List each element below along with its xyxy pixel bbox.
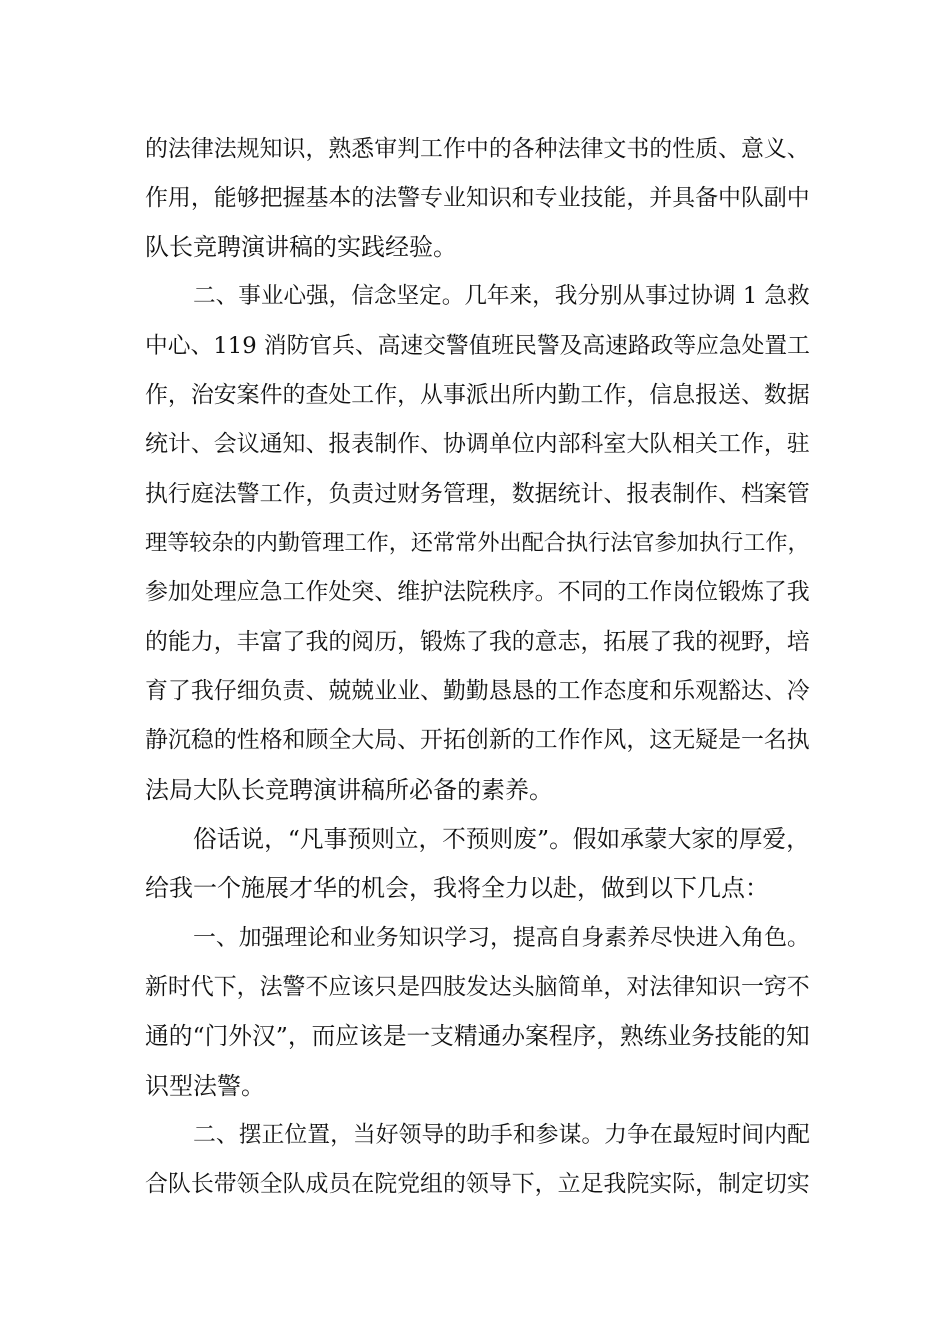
- text-line: 作，治安案件的查处工作，从事派出所内勤工作，信息报送、数据: [145, 382, 810, 408]
- text-line: 新时代下，法警不应该只是四肢发达头脑简单，对法律知识一窍不: [145, 974, 810, 1000]
- text-line: 识型法警。: [145, 1072, 265, 1100]
- text-line: 二、事业心强，信念坚定。几年来，我分别从事过协调 1 急救: [193, 283, 810, 309]
- text-line: 合队长带领全队成员在院党组的领导下，立足我院实际，制定切实: [145, 1171, 810, 1197]
- text-line: 参加处理应急工作处突、维护法院秩序。不同的工作岗位锻炼了我: [145, 579, 810, 605]
- text-line: 给我一个施展才华的机会，我将全力以赴，做到以下几点：: [145, 874, 769, 902]
- text-line: 中心、119 消防官兵、高速交警值班民警及高速路政等应急处置工: [145, 333, 810, 359]
- text-line: 作用，能够把握基本的法警专业知识和专业技能，并具备中队副中: [145, 185, 810, 211]
- text-line: 队长竞聘演讲稿的实践经验。: [145, 233, 457, 261]
- text-line: 俗话说，“凡事预则立，不预则废”。假如承蒙大家的厚爱，: [193, 825, 810, 853]
- text-line: 二、摆正位置，当好领导的助手和参谋。力争在最短时间内配: [193, 1122, 810, 1148]
- text-line: 的能力，丰富了我的阅历，锻炼了我的意志，拓展了我的视野，培: [145, 629, 810, 655]
- text-line: 育了我仔细负责、兢兢业业、勤勤恳恳的工作态度和乐观豁达、冷: [145, 678, 810, 704]
- text-line: 统计、会议通知、报表制作、协调单位内部科室大队相关工作，驻: [145, 431, 810, 457]
- text-line: 的法律法规知识，熟悉审判工作中的各种法律文书的性质、意义、: [145, 136, 810, 162]
- text-line: 通的“门外汉”，而应该是一支精通办案程序，熟练业务技能的知: [145, 1022, 810, 1050]
- text-line: 执行庭法警工作，负责过财务管理，数据统计、报表制作、档案管: [145, 481, 810, 507]
- text-line: 一、加强理论和业务知识学习，提高自身素养尽快进入角色。: [193, 925, 810, 951]
- text-line: 理等较杂的内勤管理工作，还常常外出配合执行法官参加执行工作，: [145, 530, 810, 556]
- text-line: 静沉稳的性格和顾全大局、开拓创新的工作作风，这无疑是一名执: [145, 727, 810, 753]
- text-line: 法局大队长竞聘演讲稿所必备的素养。: [145, 776, 553, 804]
